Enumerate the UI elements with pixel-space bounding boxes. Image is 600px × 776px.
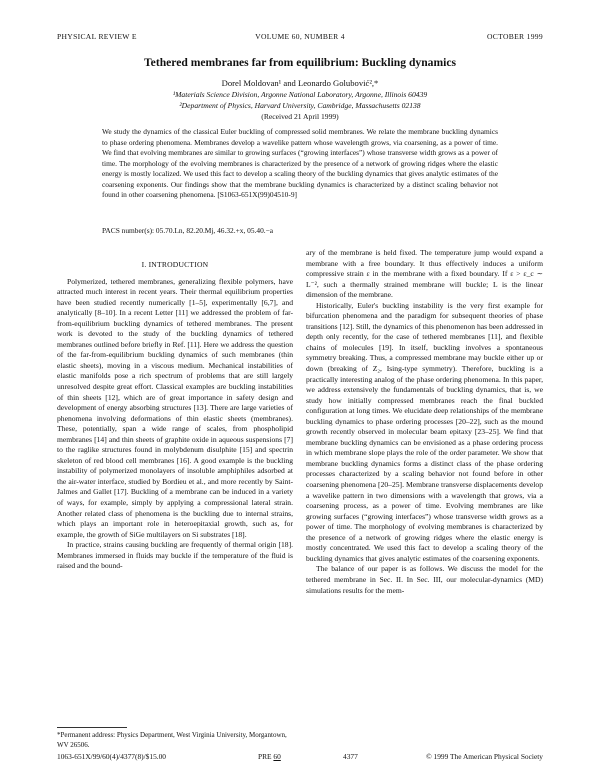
- abstract: We study the dynamics of the classical Euler buckling of compressed solid membranes. We relate the membrane buckling dynamics to phase ordering phenomena. Membranes develop a wavelike pattern whose wavelength grows, via coarsening, as a power of time. We find that evolving membranes are similar to growing surfaces (“growing interfaces”) whose transverse width grows as a power of time. The morphology of the evolving membranes is characterized by the presence of a network of growing ridges where the elastic energy is mostly localized. We used this fact to develop a scaling theory of the buckling dynamics that gives analytic estimates of the coarsening exponents. Our findings show that the membrane buckling dynamics is characterized by a distinct scaling behavior not found in other coarsening phenomena. [S1063-651X(99)04510-9]: [102, 127, 498, 200]
- paragraph: Historically, Euler's buckling instability is the very first example for bifurcation phenomena and the paradigm for subsequent theories of phase transitions [12]. Still, the dynamics of this phenomenon has been addressed in depth only recently, for the case of tethered membranes [11], and flexible chains of molecules [19]. In itself, buckling involves a spontaneous symmetry breaking. Thus, a compressed membrane may buckle either up or down (breaking of Z₂, Ising-type symmetry). Therefore, buckling is a practically interesting analog of the phase ordering phenomena. In this paper, we address extensively the fundamentals of buckling dynamics, that is, we study how initially compressed membranes reach the final buckled configuration at long times. We elucidate deep relationships of the membrane buckling dynamics to phase ordering processes [20–22], such as the mound growth recently observed in molecular beam epitaxy [23–25]. We find that membrane buckling dynamics can be envisioned as a phase ordering process in which membrane slope plays the role of the order parameter. We show that membrane buckling dynamics forms a distinct class of the phase ordering processes characterized by a scaling behavior not found before in other coarsening phenomena [20–25]. Membrane transverse displacements develop a wavelike pattern in two dimensions with a wavelength that grows, via a coarsening process, as a power of time. Evolving membranes are like growing surfaces (“growing interfaces”) whose transverse width grows as a power of time. The morphology of evolving membranes is characterized by the presence of a network of growing ridges where the elastic energy is mostly concentrated. We used this fact to develop a scaling theory of the buckling dynamics that gives analytic estimates of the coarsening exponents.: [306, 300, 543, 563]
- journal-name: PHYSICAL REVIEW E: [57, 32, 137, 41]
- left-column: [57, 260, 293, 572]
- pacs-numbers: PACS number(s): 05.70.Ln, 82.20.Mj, 46.32.+x, 05.40.−a: [102, 226, 274, 235]
- footer-code: 1063-651X/99/60(4)/4377(8)/$15.00: [57, 752, 167, 761]
- copyright: © 1999 The American Physical Society: [426, 752, 543, 761]
- affiliation-1: ¹Materials Science Division, Argonne National Laboratory, Argonne, Illinois 60439: [172, 90, 428, 99]
- paragraph: ary of the membrane is held fixed. The temperature jump would expand a membrane with a free boundary. It thus effectively induces a uniform compressive strain ε in the membrane with a fixed boundary. If ε > ε_c ∼ L⁻², such a thermally strained membrane will buckle; L is the linear dimension of the membrane.: [306, 248, 543, 300]
- footnote-rule: [57, 727, 127, 728]
- received-date: (Received 21 April 1999): [261, 112, 339, 121]
- footer-journal-abbrev: PRE: [258, 752, 272, 761]
- paper-title: Tethered membranes far from equilibrium: Buckling dynamics: [144, 56, 456, 69]
- paragraph: The balance of our paper is as follows. We discuss the model for the tethered membrane in Sec. II. In Sec. III, our molecular-dynamics (MD) simulations results for the mem-: [306, 564, 543, 595]
- author-list: Dorel Moldovan¹ and Leonardo Golubović²,*: [221, 78, 379, 88]
- footer-volume-number: 60: [273, 752, 281, 761]
- footnote: *Permanent address: Physics Department, West Virginia University, Morgantown, WV 26506.: [57, 731, 287, 749]
- section-heading: I. INTRODUCTION: [141, 260, 209, 269]
- paragraph: Polymerized, tethered membranes, generalizing flexible polymers, have attracted much interest in recent years. Their thermal equilibrium properties have been studied recently numerically [1–5], experimentally [6,7], and analytically [8–10]. In a recent Letter [11] we addressed the problem of far-from-equilibrium buckling dynamics of tethered membranes. The present work is devoted to the study of the buckling dynamics of tethered membranes outlined before briefly in Ref. [11]. Here we address the question of the far-from-equilibrium buckling dynamics of such membranes (thin elastic sheets), moving in a viscous medium. Mechanical instabilities of elastic manifolds pose a rich spectrum of problems that are still largely unresolved despite great effort. Classical examples are buckling instabilities of thin sheets [12], which are of great importance in safety design and development of energy absorbing structures [13]. There are large varieties of phenomena involving deformations of thin elastic sheets (membranes). These, potentially, span a wide range of scales, from phospholipid membranes [14] and thin sheets of graphite oxide in aqueous suspensions [7] to the raglike structures found in molybdenum disulphite [15] and spectrin skeleton of red blood cell membranes [16]. A good example is the buckling instability of polymerized monolayers of insoluble amphiphiles adsorbed at the air-water interface, studied by Bordieu et al., and more recently by Saint-Jalmes and Gallet [17]. Buckling of a membrane can be induced in a variety of ways, for example, simply by applying a compressional lateral strain. Another related class of phenomena is the buckling due to internal strains, which plays an important role in heteroepitaxial growth, such as, for example, the growth of SiGe multilayers on Si substrates [18].: [57, 276, 293, 539]
- volume-number: VOLUME 60, NUMBER 4: [255, 32, 345, 41]
- page-number: 4377: [343, 752, 358, 761]
- paragraph: In practice, strains causing buckling are frequently of thermal origin [18]. Membranes immersed in fluids may buckle if the temperature of the fluid is raised and the bound-: [57, 540, 293, 571]
- right-column: [306, 248, 543, 596]
- issue-date: OCTOBER 1999: [487, 32, 543, 41]
- footer-volume: [258, 752, 281, 761]
- affiliation-2: ²Department of Physics, Harvard University, Cambridge, Massachusetts 02138: [179, 101, 421, 110]
